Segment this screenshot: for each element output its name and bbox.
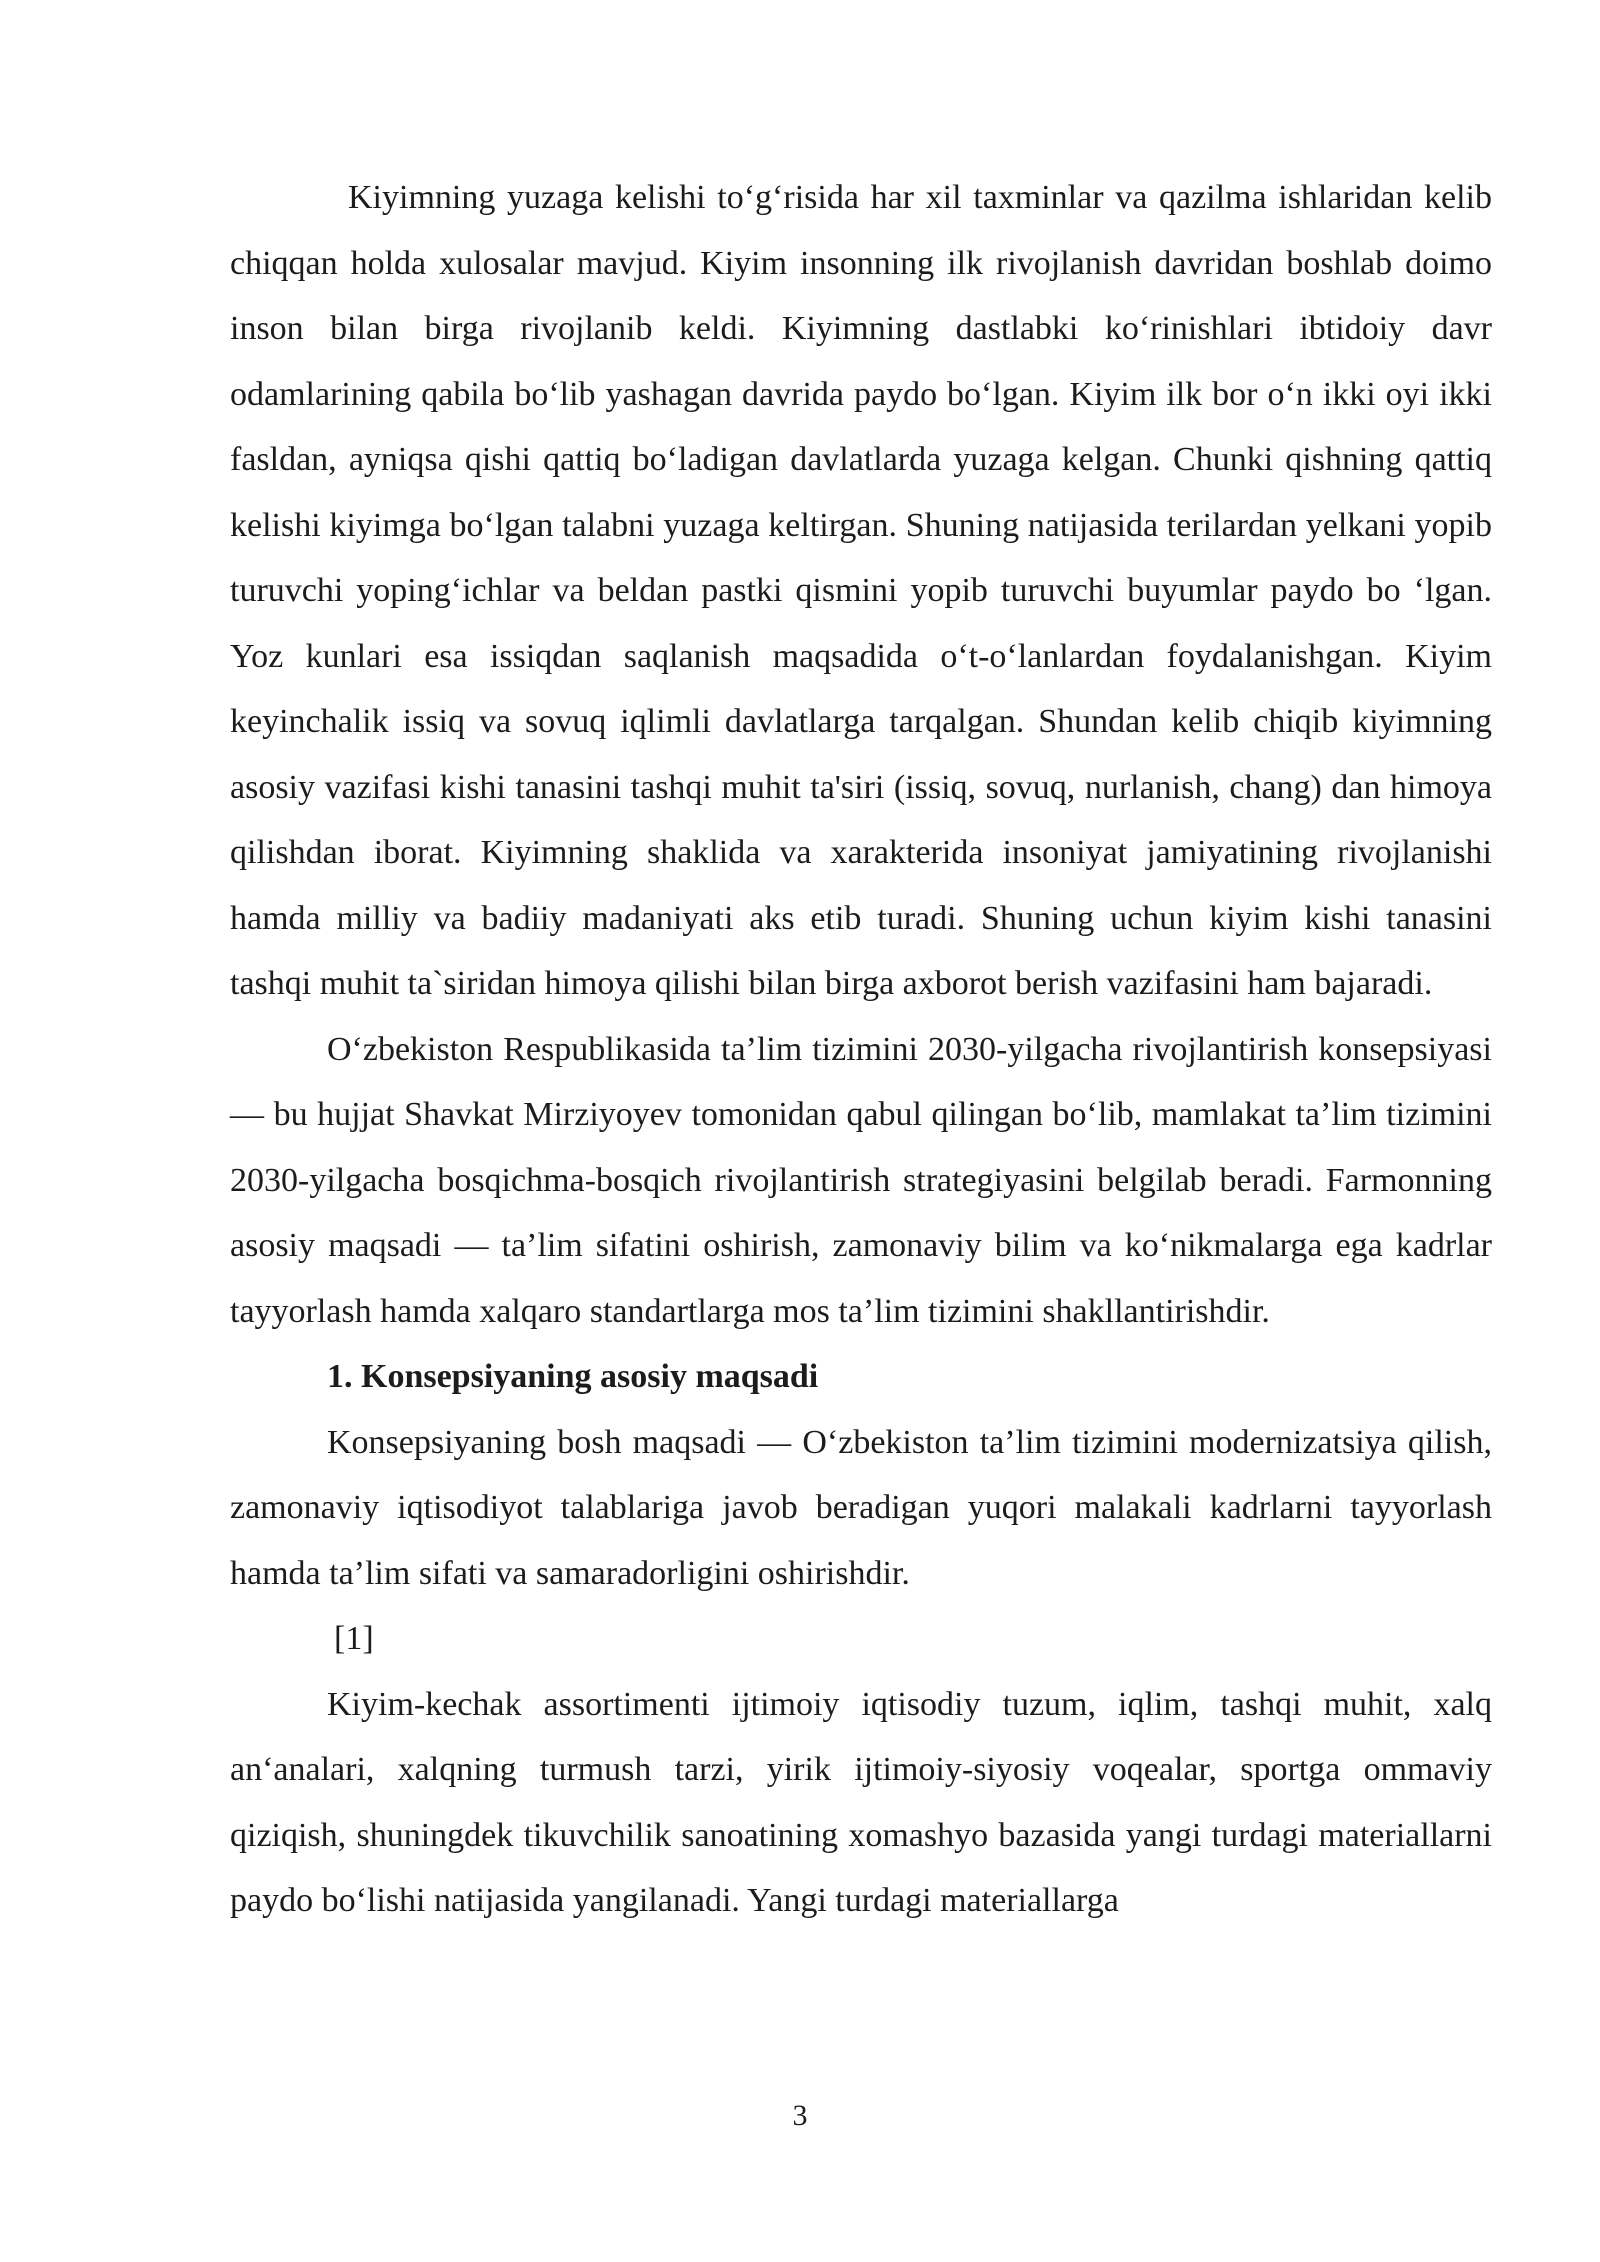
- section-heading: 1. Konsepsiyaning asosiy maqsadi: [327, 1358, 819, 1395]
- page-number: 3: [792, 2099, 808, 2132]
- paragraph-education-concept: O‘zbekiston Respublikasida ta’lim tizimini 2030-yilgacha rivojlantirish konsepsiyasi — bu hujjat Shavkat Mirziyoyev tomonidan qabul qilingan bo‘lib, mamlakat ta’lim tizimini 2030-yilgacha bosqichma-bosqich rivojlantirish strategiyasini belgilab beradi. Farmonning asosiy maqsadi — ta’lim sifatini oshirish, zamonaviy bilim va ko‘nikmalarga ega kadrlar tayyorlash hamda xalqaro standartlarga mos ta’lim tizimini shakllantirishdir.: [230, 1030, 1492, 1330]
- page-body: [230, 165, 1492, 1934]
- reference-marker: [1]: [334, 1620, 374, 1657]
- paragraph-clothing-assortment: Kiyim-kechak assortimenti ijtimoiy iqtisodiy tuzum, iqlim, tashqi muhit, xalq an‘analari, xalqning turmush tarzi, yirik ijtimoiy-siyosiy voqealar, sportga ommaviy qiziqish, shuningdek tikuvchilik sanoatining xomashyo bazasida yangi turdagi materiallarni paydo bo‘lishi natijasida yangilanadi. Yangi turdagi materiallarga: [230, 1685, 1492, 1919]
- paragraph-clothing-origin: Kiyimning yuzaga kelishi to‘g‘risida har xil taxminlar va qazilma ishlaridan kelib chiqqan holda xulosalar mavjud. Kiyim insonning ilk rivojlanish davridan boshlab doimo inson bilan birga rivojlanib keldi. Kiyimning dastlabki ko‘rinishlari ibtidoiy davr odamlarining qabila bo‘lib yashagan davrida paydo bo‘lgan. Kiyim ilk bor o‘n ikki oyi ikki fasldan, ayniqsa qishi qattiq bo‘ladigan davlatlarda yuzaga kelgan. Chunki qishning qattiq kelishi kiyimga bo‘lgan talabni yuzaga keltirgan. Shuning natijasida terilardan yelkani yopib turuvchi yoping‘ichlar va beldan pastki qismini yopib turuvchi buyumlar paydo bo ‘lgan. Yoz kunlari esa issiqdan saqlanish maqsadida o‘t-o‘lanlardan foydalanishgan. Kiyim keyinchalik issiq va sovuq iqlimli davlatlarga tarqalgan. Shundan kelib chiqib kiyimning asosiy vazifasi kishi tanasini tashqi muhit ta'siri (issiq, sovuq, nurlanish, chang) dan himoya qilishdan iborat. Kiyimning shaklida va xarakterida insoniyat jamiyatining rivojlanishi hamda milliy va badiiy madaniyati aks etib turadi. Shuning uchun kiyim kishi tanasini tashqi muhit ta`siridan himoya qilishi bilan birga axborot berish vazifasini ham bajaradi.: [230, 179, 1492, 1002]
- paragraph-concept-goal: Konsepsiyaning bosh maqsadi — O‘zbekiston ta’lim tizimini modernizatsiya qilish, zamonaviy iqtisodiyot talablariga javob beradigan yuqori malakali kadrlarni tayyorlash hamda ta’lim sifati va samaradorligini oshirishdir.: [230, 1423, 1492, 1592]
